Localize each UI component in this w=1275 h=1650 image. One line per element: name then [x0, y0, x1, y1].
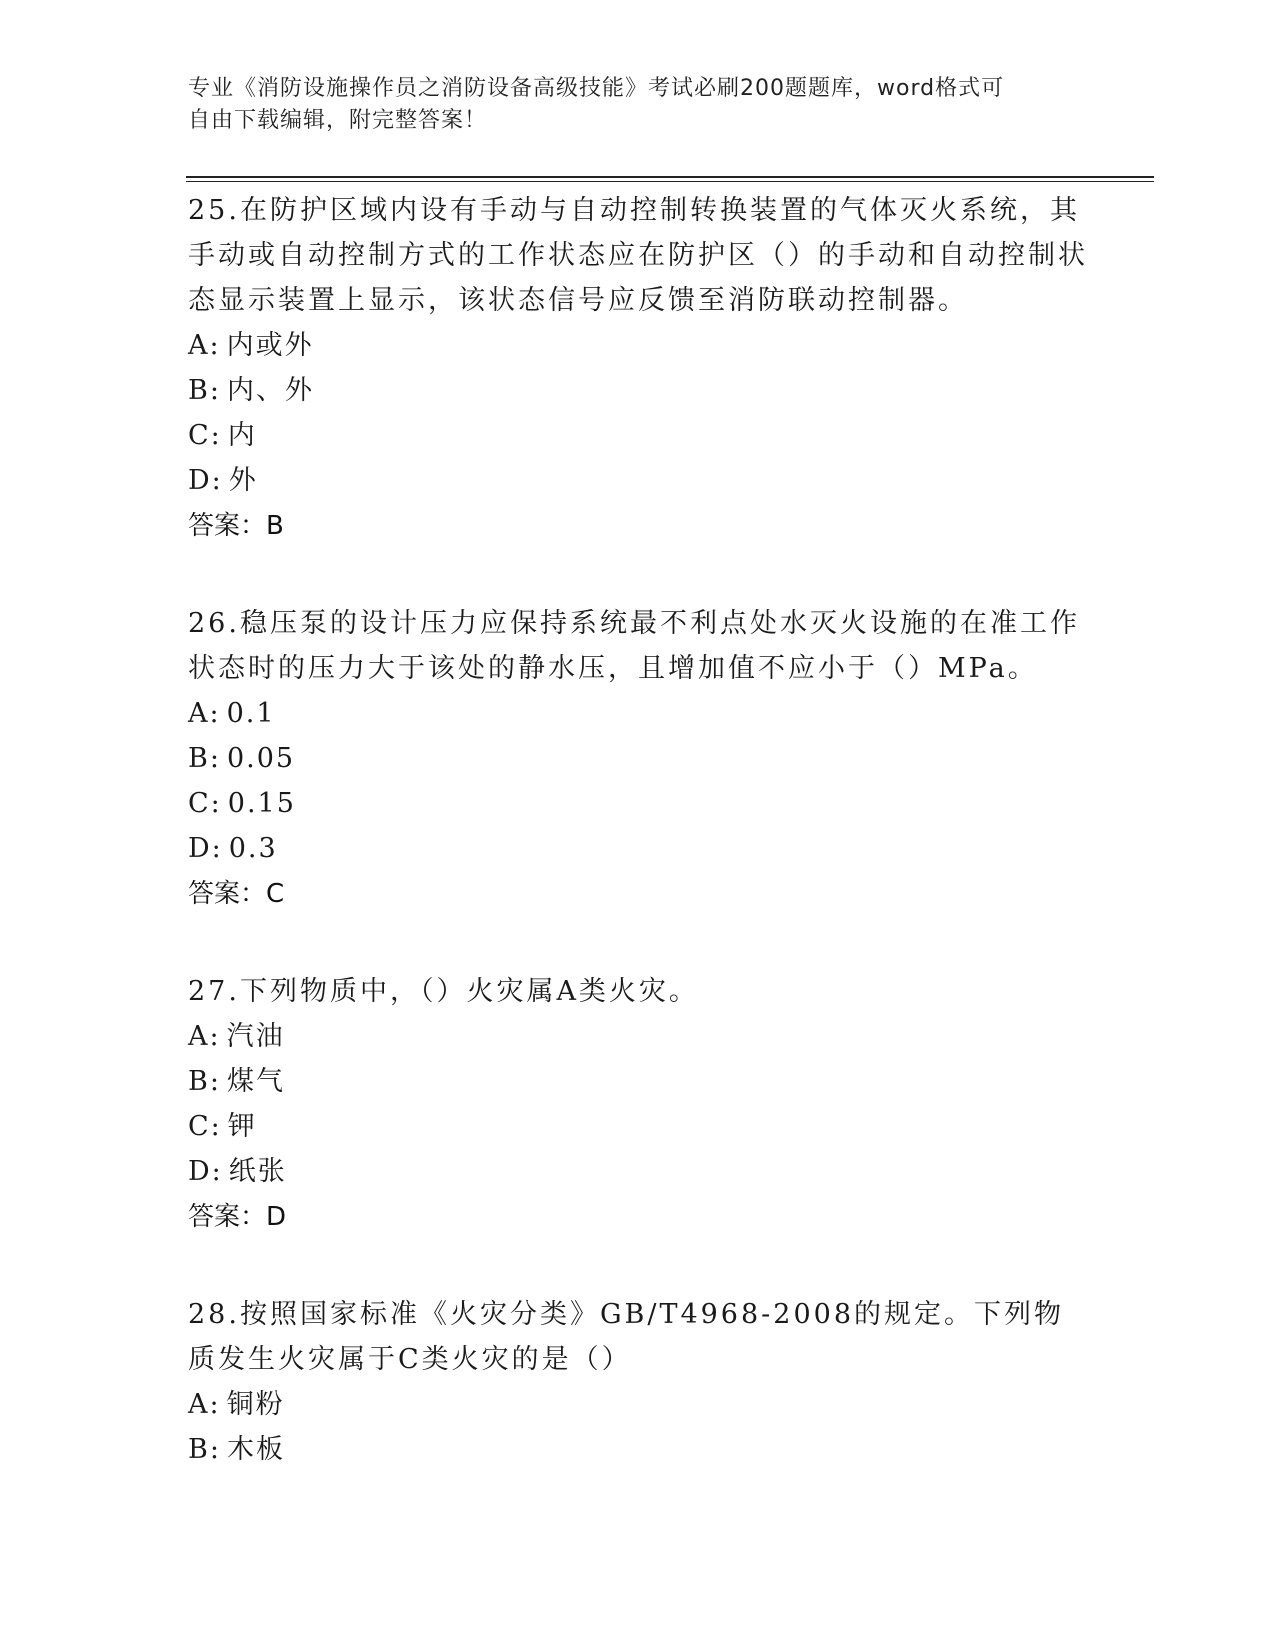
option-letter: D:	[188, 465, 223, 496]
option-letter: C:	[188, 1111, 222, 1142]
header-line-2: 自由下载编辑，附完整答案！	[188, 108, 488, 133]
option-b	[188, 736, 1088, 781]
option-text: 纸张	[228, 1156, 287, 1187]
option-a	[188, 323, 1088, 368]
option-text: 0.15	[227, 788, 296, 819]
option-letter: D:	[188, 833, 223, 864]
option-text: 外	[228, 465, 258, 496]
option-letter: A:	[188, 1021, 221, 1052]
question-stem: 25.在防护区域内设有手动与自动控制转换装置的气体灭火系统，其手动或自动控制方式的工作状态应在防护区（）的手动和自动控制状态显示装置上显示，该状态信号应反馈至消防联动控制器。	[188, 195, 1088, 316]
option-text: 内、外	[226, 375, 314, 406]
option-d	[188, 826, 1088, 871]
question-27	[188, 969, 1088, 1240]
answer-line: 答案：D	[188, 1202, 287, 1232]
question-list	[188, 188, 1088, 1524]
option-letter: D:	[188, 1156, 223, 1187]
header-divider-thick	[186, 176, 1154, 178]
option-text: 汽油	[226, 1021, 285, 1052]
answer-line: 答案：B	[188, 511, 284, 541]
answer-line: 答案：C	[188, 879, 285, 909]
option-c	[188, 413, 1088, 458]
header-line-1: 专业《消防设施操作员之消防设备高级技能》考试必刷200题题库，word格式可	[188, 76, 1005, 101]
option-text: 内	[227, 420, 257, 451]
question-28	[188, 1292, 1088, 1472]
option-d	[188, 458, 1088, 503]
option-a	[188, 1014, 1088, 1059]
option-text: 内或外	[226, 330, 314, 361]
option-c	[188, 781, 1088, 826]
option-letter: B:	[188, 1434, 221, 1465]
option-text: 0.1	[226, 698, 276, 729]
option-text: 0.3	[228, 833, 278, 864]
question-stem: 26.稳压泵的设计压力应保持系统最不利点处水灭火设施的在准工作状态时的压力大于该处的静水压，且增加值不应小于（）MPa。	[188, 608, 1080, 684]
option-letter: B:	[188, 375, 221, 406]
question-stem: 27.下列物质中，（）火灾属A类火灾。	[188, 976, 699, 1007]
option-text: 铜粉	[226, 1389, 285, 1420]
option-letter: A:	[188, 330, 221, 361]
option-b	[188, 1059, 1088, 1104]
option-letter: A:	[188, 698, 221, 729]
option-letter: B:	[188, 743, 221, 774]
question-26	[188, 601, 1088, 917]
option-letter: C:	[188, 788, 222, 819]
option-a	[188, 691, 1088, 736]
question-25	[188, 188, 1088, 549]
option-a	[188, 1382, 1088, 1427]
option-d	[188, 1149, 1088, 1194]
header-divider-thin	[186, 181, 1154, 182]
option-text: 煤气	[226, 1066, 285, 1097]
option-text: 0.05	[226, 743, 296, 774]
option-text: 钾	[227, 1111, 257, 1142]
option-text: 木板	[226, 1434, 285, 1465]
option-letter: A:	[188, 1389, 221, 1420]
option-b	[188, 1427, 1088, 1472]
option-letter: C:	[188, 420, 222, 451]
document-header	[188, 73, 1068, 137]
option-b	[188, 368, 1088, 413]
option-c	[188, 1104, 1088, 1149]
option-letter: B:	[188, 1066, 221, 1097]
question-stem: 28.按照国家标准《火灾分类》GB/T4968-2008的规定。下列物质发生火灾属于C类火灾的是（）	[188, 1299, 1065, 1375]
